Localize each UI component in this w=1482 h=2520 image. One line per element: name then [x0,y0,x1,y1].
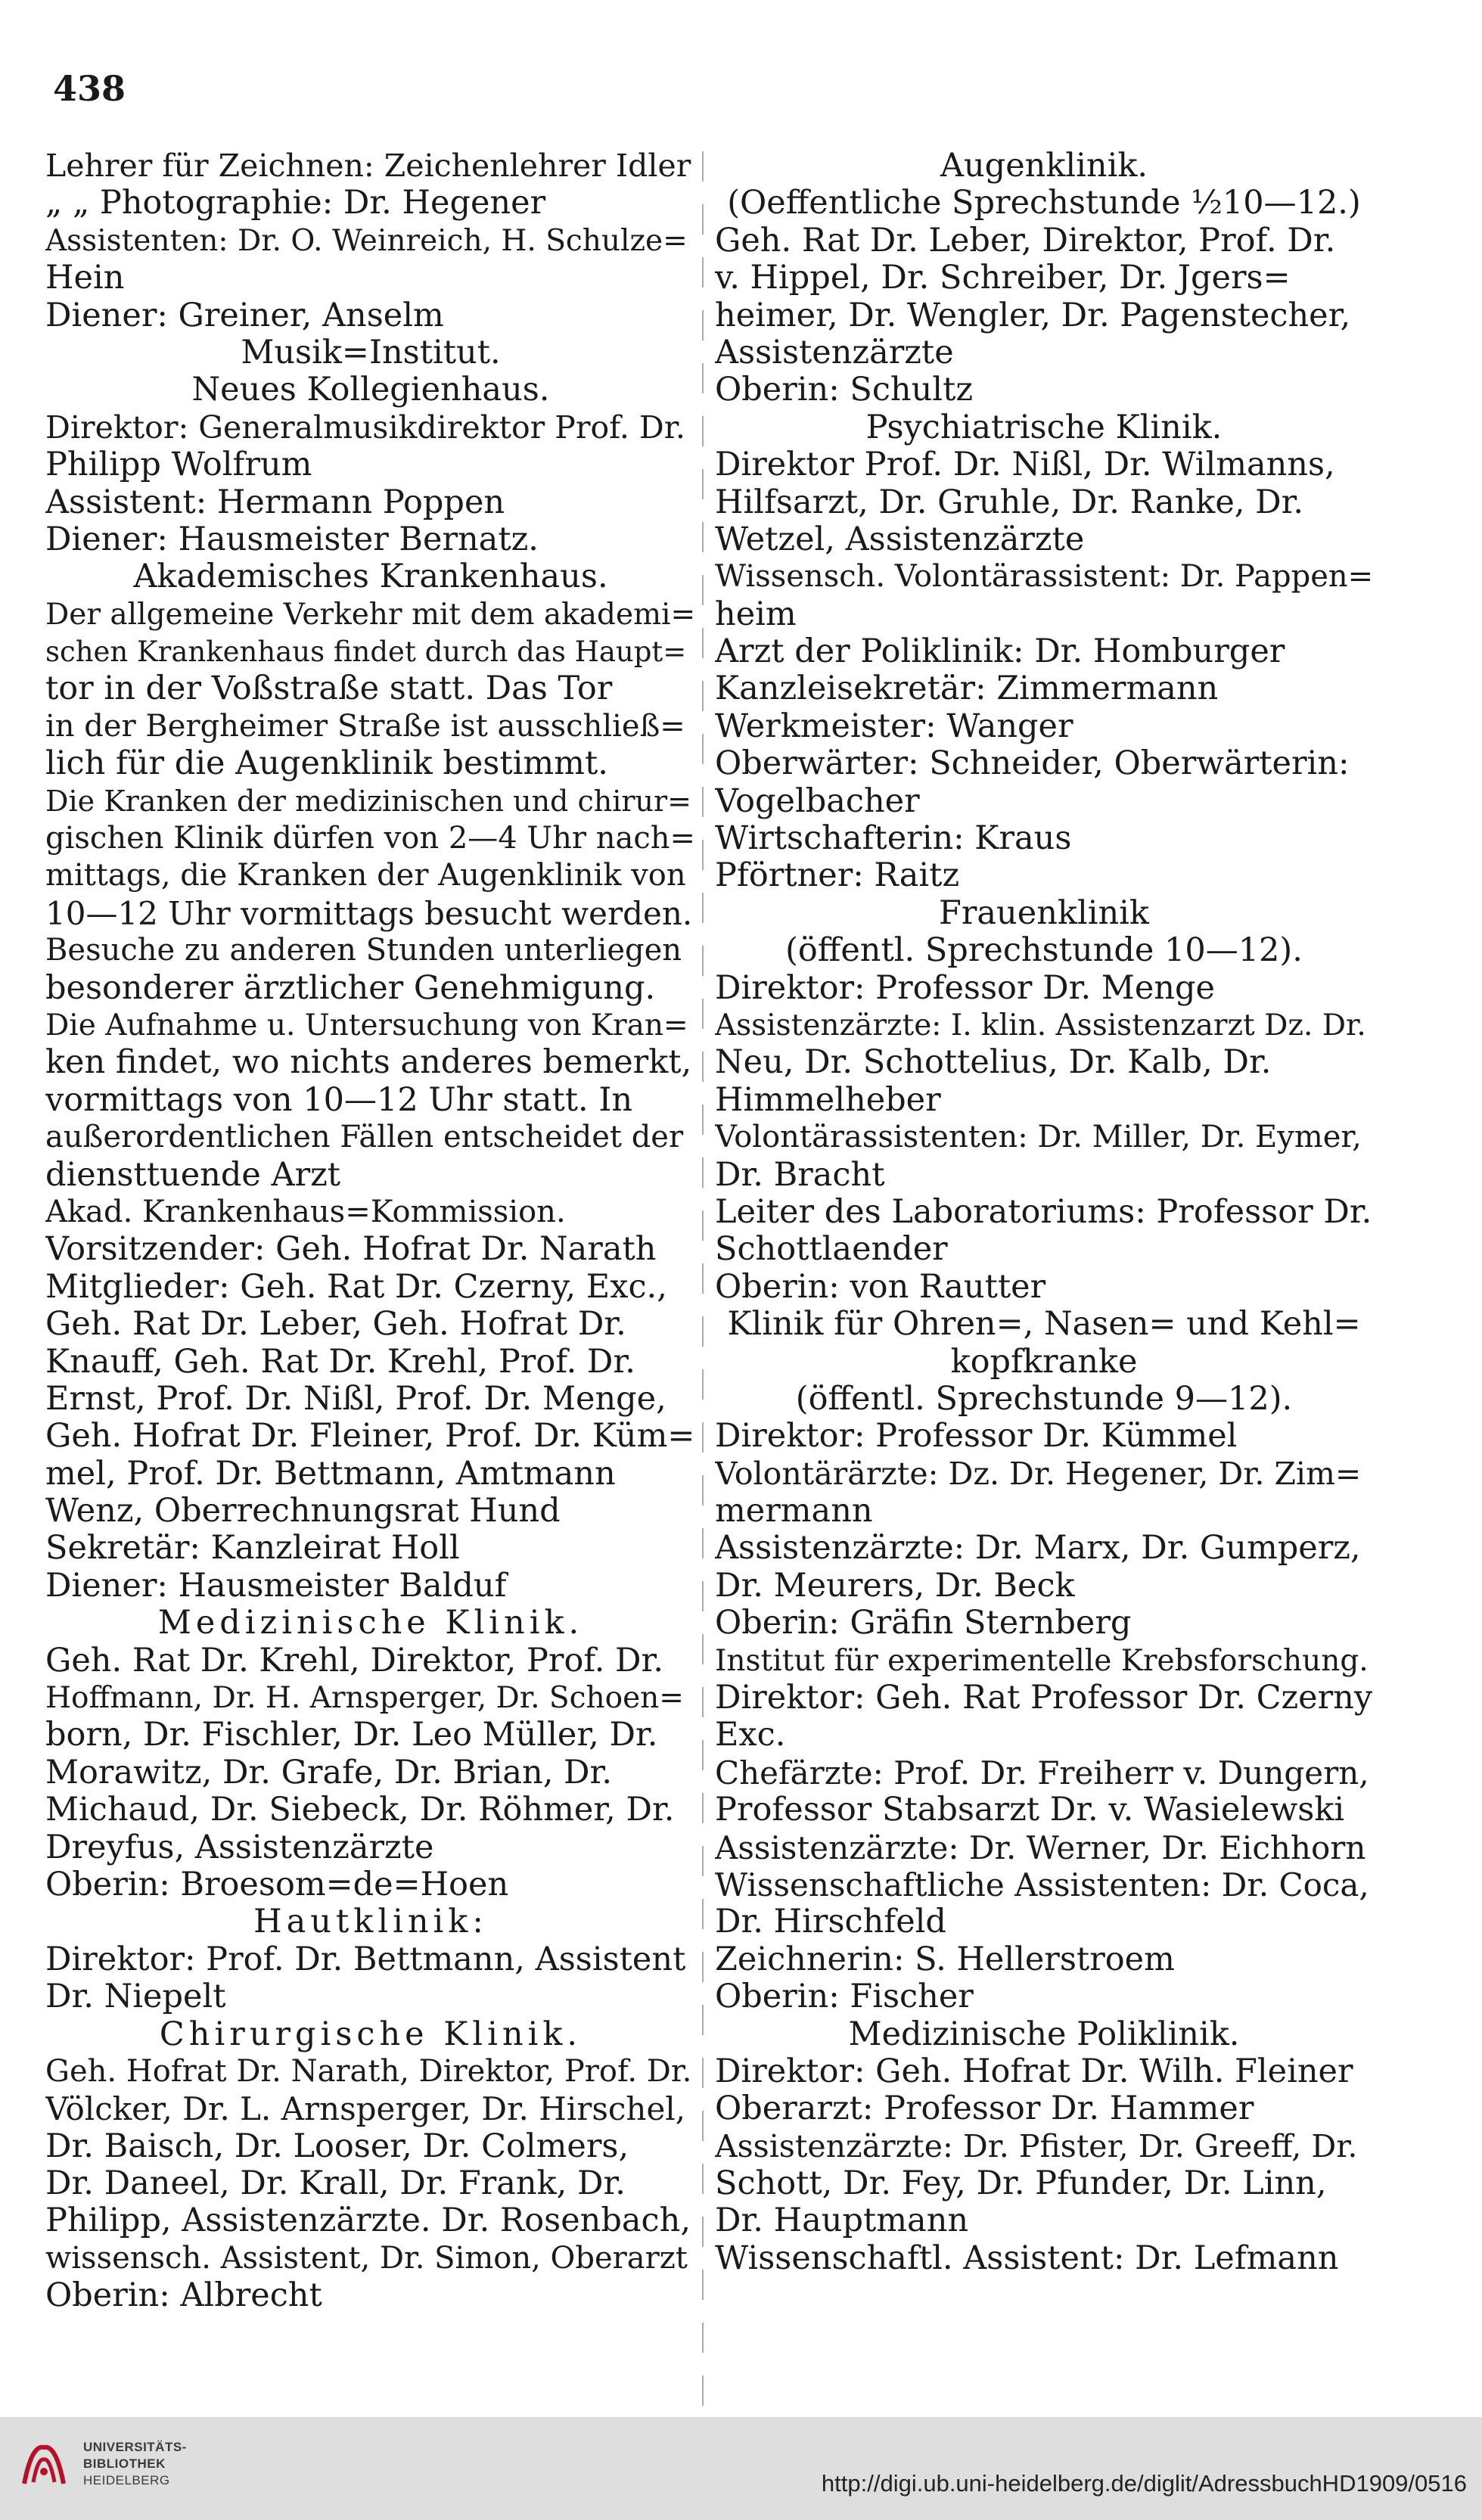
text-line: „ „ Photographie: Dr. Hegener [45,185,546,222]
text-line: Direktor: Generalmusikdirektor Prof. Dr. [45,409,685,446]
text-line: Hoffmann, Dr. H. Arnsperger, Dr. Schoen= [45,1681,684,1716]
section-heading: kopfkranke [950,1343,1138,1381]
text-line: Werkmeister: Wanger [715,707,1073,745]
text-line: Philipp, Assistenzärzte. Dr. Rosenbach, [45,2202,691,2240]
text-line: Morawitz, Dr. Grafe, Dr. Brian, Dr. [45,1754,613,1791]
text-line: Assistenzärzte: Dr. Marx, Dr. Gumperz, [715,1530,1361,1568]
text-line: Hilfsarzt, Dr. Gruhle, Dr. Ranke, Dr. [715,483,1304,521]
text-line: Direktor: Professor Dr. Menge [715,969,1215,1007]
text-line: Dr. Hirschfeld [715,1903,946,1941]
text-line: mel, Prof. Dr. Bettmann, Amtmann [45,1455,616,1493]
text-line: Kanzleisekretär: Zimmermann [715,670,1219,708]
text-line: Besuche zu anderen Stunden unterliegen [45,933,682,968]
text-line: Direktor: Geh. Rat Professor Dr. Czerny [715,1679,1373,1717]
section-heading: Musik=Institut. [241,334,501,371]
text-line: 10—12 Uhr vormittags besucht werden. [45,894,693,932]
section-heading: Akademisches Krankenhaus. [133,558,608,596]
text-line: v. Hippel, Dr. Schreiber, Dr. Jgers= [715,259,1291,297]
text-line: besonderer ärztlicher Genehmigung. [45,969,656,1007]
text-line: Assistenzärzte: Dr. Pfister, Dr. Greeff, Dr. [715,2127,1358,2164]
footer-bar [0,2417,1482,2520]
text-line: Assistenten: Dr. O. Weinreich, H. Schulze= [45,223,688,258]
text-line: Dreyfus, Assistenzärzte [45,1829,434,1866]
text-line: Geh. Hofrat Dr. Fleiner, Prof. Dr. Küm= [45,1418,695,1456]
text-line: Akad. Krankenhaus=Kommission. [45,1194,566,1229]
text-line: Lehrer für Zeichnen: Zeichenlehrer Idler [45,148,691,184]
column-left [45,148,696,2315]
text-line: Arzt der Poliklinik: Dr. Homburger [715,633,1285,671]
text-line: diensttuende Arzt [45,1156,341,1194]
section-heading: Augenklinik. [940,148,1148,185]
text-line: lich für die Augenklinik bestimmt. [45,745,608,783]
text-line: Diener: Greiner, Anselm [45,297,444,334]
text-line: Oberin: von Rautter [715,1268,1046,1306]
text-line: Professor Stabsarzt Dr. v. Wasielewski [715,1791,1345,1829]
text-line: Leiter des Laboratoriums: Professor Dr. [715,1193,1372,1231]
text-line: Dr. Daneel, Dr. Krall, Dr. Frank, Dr. [45,2165,626,2203]
text-line: Michaud, Dr. Siebeck, Dr. Röhmer, Dr. [45,1791,675,1829]
text-line: Zeichnerin: S. Hellerstroem [715,1940,1175,1978]
text-line: ken findet, wo nichts anderes bemerkt, [45,1044,692,1082]
section-heading: Frauenklinik [939,894,1149,932]
text-line: Hein [45,259,125,297]
text-line: heimer, Dr. Wengler, Dr. Pagenstecher, [715,297,1351,334]
text-line: heim [715,595,797,633]
text-line: Geh. Rat Dr. Leber, Direktor, Prof. Dr. [715,222,1336,259]
text-line: Direktor: Prof. Dr. Bettmann, Assistent [45,1940,686,1978]
text-line: Wissenschaftliche Assistenten: Dr. Coca, [715,1866,1369,1903]
text-line: gischen Klinik dürfen von 2—4 Uhr nach= [45,821,696,856]
text-line: Vogelbacher [715,782,920,820]
text-line: Wetzel, Assistenzärzte [715,520,1085,558]
text-line: Chefärzte: Prof. Dr. Freiherr v. Dungern, [715,1754,1369,1791]
text-line: Geh. Rat Dr. Leber, Geh. Hofrat Dr. [45,1306,626,1344]
section-heading: Hautklinik: [253,1903,488,1941]
text-line: Schottlaender [715,1231,948,1269]
text-line: Dr. Meurers, Dr. Beck [715,1567,1075,1605]
library-logo-icon [17,2437,71,2491]
text-line: Knauff, Geh. Rat Dr. Krehl, Prof. Dr. [45,1343,635,1381]
text-line: mermann [715,1493,873,1530]
text-line: in der Bergheimer Straße ist ausschließ= [45,708,685,744]
text-line: Wissensch. Volontärassistent: Dr. Pappen= [715,559,1373,595]
text-line: außerordentlichen Fällen entscheidet der [45,1120,684,1155]
text-line: Geh. Rat Dr. Krehl, Direktor, Prof. Dr. [45,1642,664,1679]
text-line: Völcker, Dr. L. Arnsperger, Dr. Hirschel, [45,2090,686,2128]
text-line: Volontärassistenten: Dr. Miller, Dr. Eymer, [715,1120,1362,1155]
text-line: Die Kranken der medizinischen und chirur= [45,784,691,818]
text-line: vormittags von 10—12 Uhr statt. In [45,1081,633,1119]
text-line: Oberin: Fischer [715,1978,974,2016]
text-line: Ernst, Prof. Dr. Nißl, Prof. Dr. Menge, [45,1380,666,1418]
logo-text-line2: BIBLIOTHEK [83,2456,166,2471]
text-line: Oberin: Schultz [715,371,973,409]
text-line: Diener: Hausmeister Balduf [45,1567,507,1605]
section-heading: Medizinische Poliklinik. [848,2015,1240,2053]
text-line: Dr. Baisch, Dr. Looser, Dr. Colmers, [45,2127,629,2165]
section-heading: Medizinische Klinik. [157,1605,584,1642]
text-line: Dr. Niepelt [45,1978,226,2016]
text-line: Oberwärter: Schneider, Oberwärterin: [715,745,1350,783]
column-divider [702,151,704,2481]
text-line: Dr. Hauptmann [715,2202,969,2240]
text-line: Wissenschaftl. Assistent: Dr. Lefmann [715,2239,1339,2277]
text-line: Direktor Prof. Dr. Nißl, Dr. Wilmanns, [715,446,1335,484]
text-line: schen Krankenhaus findet durch das Haupt= [45,635,687,669]
text-line: Himmelheber [715,1081,941,1119]
section-heading: (öffentl. Sprechstunde 9—12). [795,1380,1293,1418]
text-line: Die Aufnahme u. Untersuchung von Kran= [45,1008,688,1042]
text-line: Assistenzärzte: Dr. Werner, Dr. Eichhorn [715,1829,1366,1866]
text-line: Neu, Dr. Schottelius, Dr. Kalb, Dr. [715,1044,1272,1082]
page-number: 438 [53,68,126,109]
section-heading: Chirurgische Klinik. [159,2015,583,2053]
text-line: Oberarzt: Professor Dr. Hammer [715,2090,1254,2128]
section-heading: (Oeffentliche Sprechstunde ½10—12.) [727,185,1361,222]
text-line: mittags, die Kranken der Augenklinik von [45,858,686,893]
text-line: Der allgemeine Verkehr mit dem akademi= [45,597,696,632]
text-line: Oberin: Broesom=de=Hoen [45,1866,509,1903]
logo-text-line1: UNIVERSITÄTS- [83,2440,187,2454]
text-line: Sekretär: Kanzleirat Holl [45,1530,460,1568]
text-line: born, Dr. Fischler, Dr. Leo Müller, Dr. [45,1717,658,1754]
text-line: Mitglieder: Geh. Rat Dr. Czerny, Exc., [45,1268,667,1306]
text-line: Institut für experimentelle Krebsforschung. [715,1643,1369,1678]
text-line: Assistenzärzte [715,334,954,371]
text-line: Volontärärzte: Dz. Dr. Hegener, Dr. Zim= [715,1455,1362,1492]
text-line: Philipp Wolfrum [45,446,312,484]
text-line: Assistenzärzte: I. klin. Assistenzarzt Dz. Dr. [715,1008,1366,1042]
text-line: Dr. Bracht [715,1156,885,1194]
text-line: Geh. Hofrat Dr. Narath, Direktor, Prof. Dr. [45,2053,692,2089]
text-line: Pförtner: Raitz [715,857,960,895]
text-line: Direktor: Geh. Hofrat Dr. Wilh. Fleiner [715,2052,1353,2090]
text-line: Wenz, Oberrechnungsrat Hund [45,1493,561,1530]
text-line: Oberin: Albrecht [45,2277,322,2315]
text-line: Assistent: Hermann Poppen [45,483,505,521]
text-line: Wirtschafterin: Kraus [715,820,1072,858]
logo-text-line3: HEIDELBERG [83,2473,170,2487]
section-heading: Klinik für Ohren=, Nasen= und Kehl= [727,1306,1361,1344]
text-line: Direktor: Professor Dr. Kümmel [715,1418,1238,1456]
text-line: wissensch. Assistent, Dr. Simon, Oberarzt [45,2240,688,2276]
source-url-link[interactable]: http://digi.ub.uni-heidelberg.de/diglit/AdressbuchHD1909/0516 [821,2470,1467,2497]
text-line: tor in der Voßstraße statt. Das Tor [45,670,613,708]
section-heading: Neues Kollegienhaus. [191,371,550,409]
column-right [715,148,1373,2277]
text-line: Schott, Dr. Fey, Dr. Pfunder, Dr. Linn, [715,2165,1327,2203]
text-line: Exc. [715,1717,786,1754]
text-line: Diener: Hausmeister Bernatz. [45,520,539,558]
section-heading: (öffentl. Sprechstunde 10—12). [785,932,1303,970]
text-line: Vorsitzender: Geh. Hofrat Dr. Narath [45,1231,657,1269]
text-line: Oberin: Gräfin Sternberg [715,1605,1132,1642]
section-heading: Psychiatrische Klinik. [865,409,1223,446]
